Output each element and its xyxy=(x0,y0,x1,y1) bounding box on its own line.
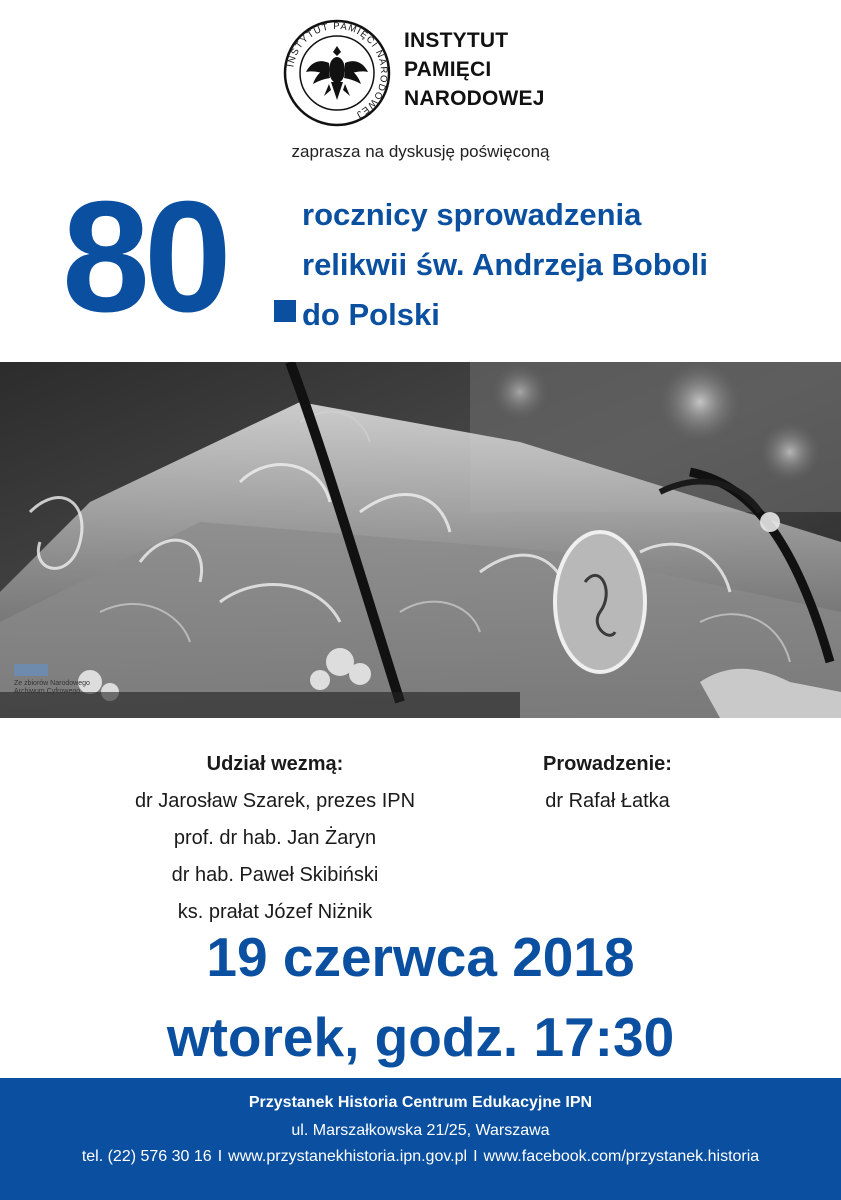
facebook-link[interactable]: www.facebook.com/przystanek.historia xyxy=(483,1148,760,1165)
venue-address: ul. Marszałkowska 21/25, Warszawa xyxy=(291,1122,550,1139)
venue-name: Przystanek Historia Centrum Edukacyjne IPN xyxy=(248,1094,593,1111)
institute-name-line: INSTYTUT xyxy=(404,29,509,52)
moderator-name: dr Rafał Łatka xyxy=(545,790,670,812)
photo-credit xyxy=(14,664,104,696)
event-date: 19 czerwca 2018 xyxy=(206,926,635,988)
phone-number: tel. (22) 576 30 16 xyxy=(81,1148,212,1165)
headline-line: rocznicy sprowadzenia xyxy=(302,197,642,232)
photo-credit-text: Ze zbiorów Narodowego Archiwum Cyfrowego xyxy=(14,680,90,695)
separator: I xyxy=(217,1148,223,1165)
anniversary-number-text: 80 xyxy=(62,169,226,345)
footer-banner xyxy=(0,1078,841,1200)
archive-logo-icon xyxy=(14,664,48,676)
svg-text:INSTYTUT PAMIĘCI NARODOWEJ: INSTYTUT PAMIĘCI NARODOWEJ xyxy=(285,20,390,121)
moderator-section xyxy=(500,746,715,820)
participant-name: dr Jarosław Szarek, prezes IPN xyxy=(134,790,416,812)
participant-name: ks. prałat Józef Niżnik xyxy=(177,901,373,923)
separator: I xyxy=(473,1148,478,1165)
headline-line: do Polski xyxy=(302,297,440,332)
contact-line xyxy=(0,1148,841,1166)
moderator-heading: Prowadzenie: xyxy=(543,753,672,775)
ordinal-dot xyxy=(274,300,296,322)
participant-name: dr hab. Paweł Skibiński xyxy=(171,864,379,886)
invitation-text: zaprasza na dyskusję poświęconą xyxy=(291,142,550,161)
website-link[interactable]: www.przystanekhistoria.ipn.gov.pl xyxy=(228,1148,468,1165)
event-time: wtorek, godz. 17:30 xyxy=(166,1006,675,1068)
event-headline xyxy=(302,190,708,340)
institute-name-line: PAMIĘCI xyxy=(404,58,492,81)
ipn-eagle-seal-logo xyxy=(282,18,392,128)
poster-header xyxy=(0,0,841,360)
participants-heading: Udział wezmą: xyxy=(206,753,344,775)
institute-name-line: NARODOWEJ xyxy=(404,87,545,110)
participant-name: prof. dr hab. Jan Żaryn xyxy=(173,827,377,849)
participants-section xyxy=(100,746,450,931)
reliquary-photo xyxy=(0,362,841,718)
institute-name xyxy=(404,26,545,113)
headline-line: relikwii św. Andrzeja Boboli xyxy=(302,247,708,282)
anniversary-number xyxy=(62,169,226,345)
